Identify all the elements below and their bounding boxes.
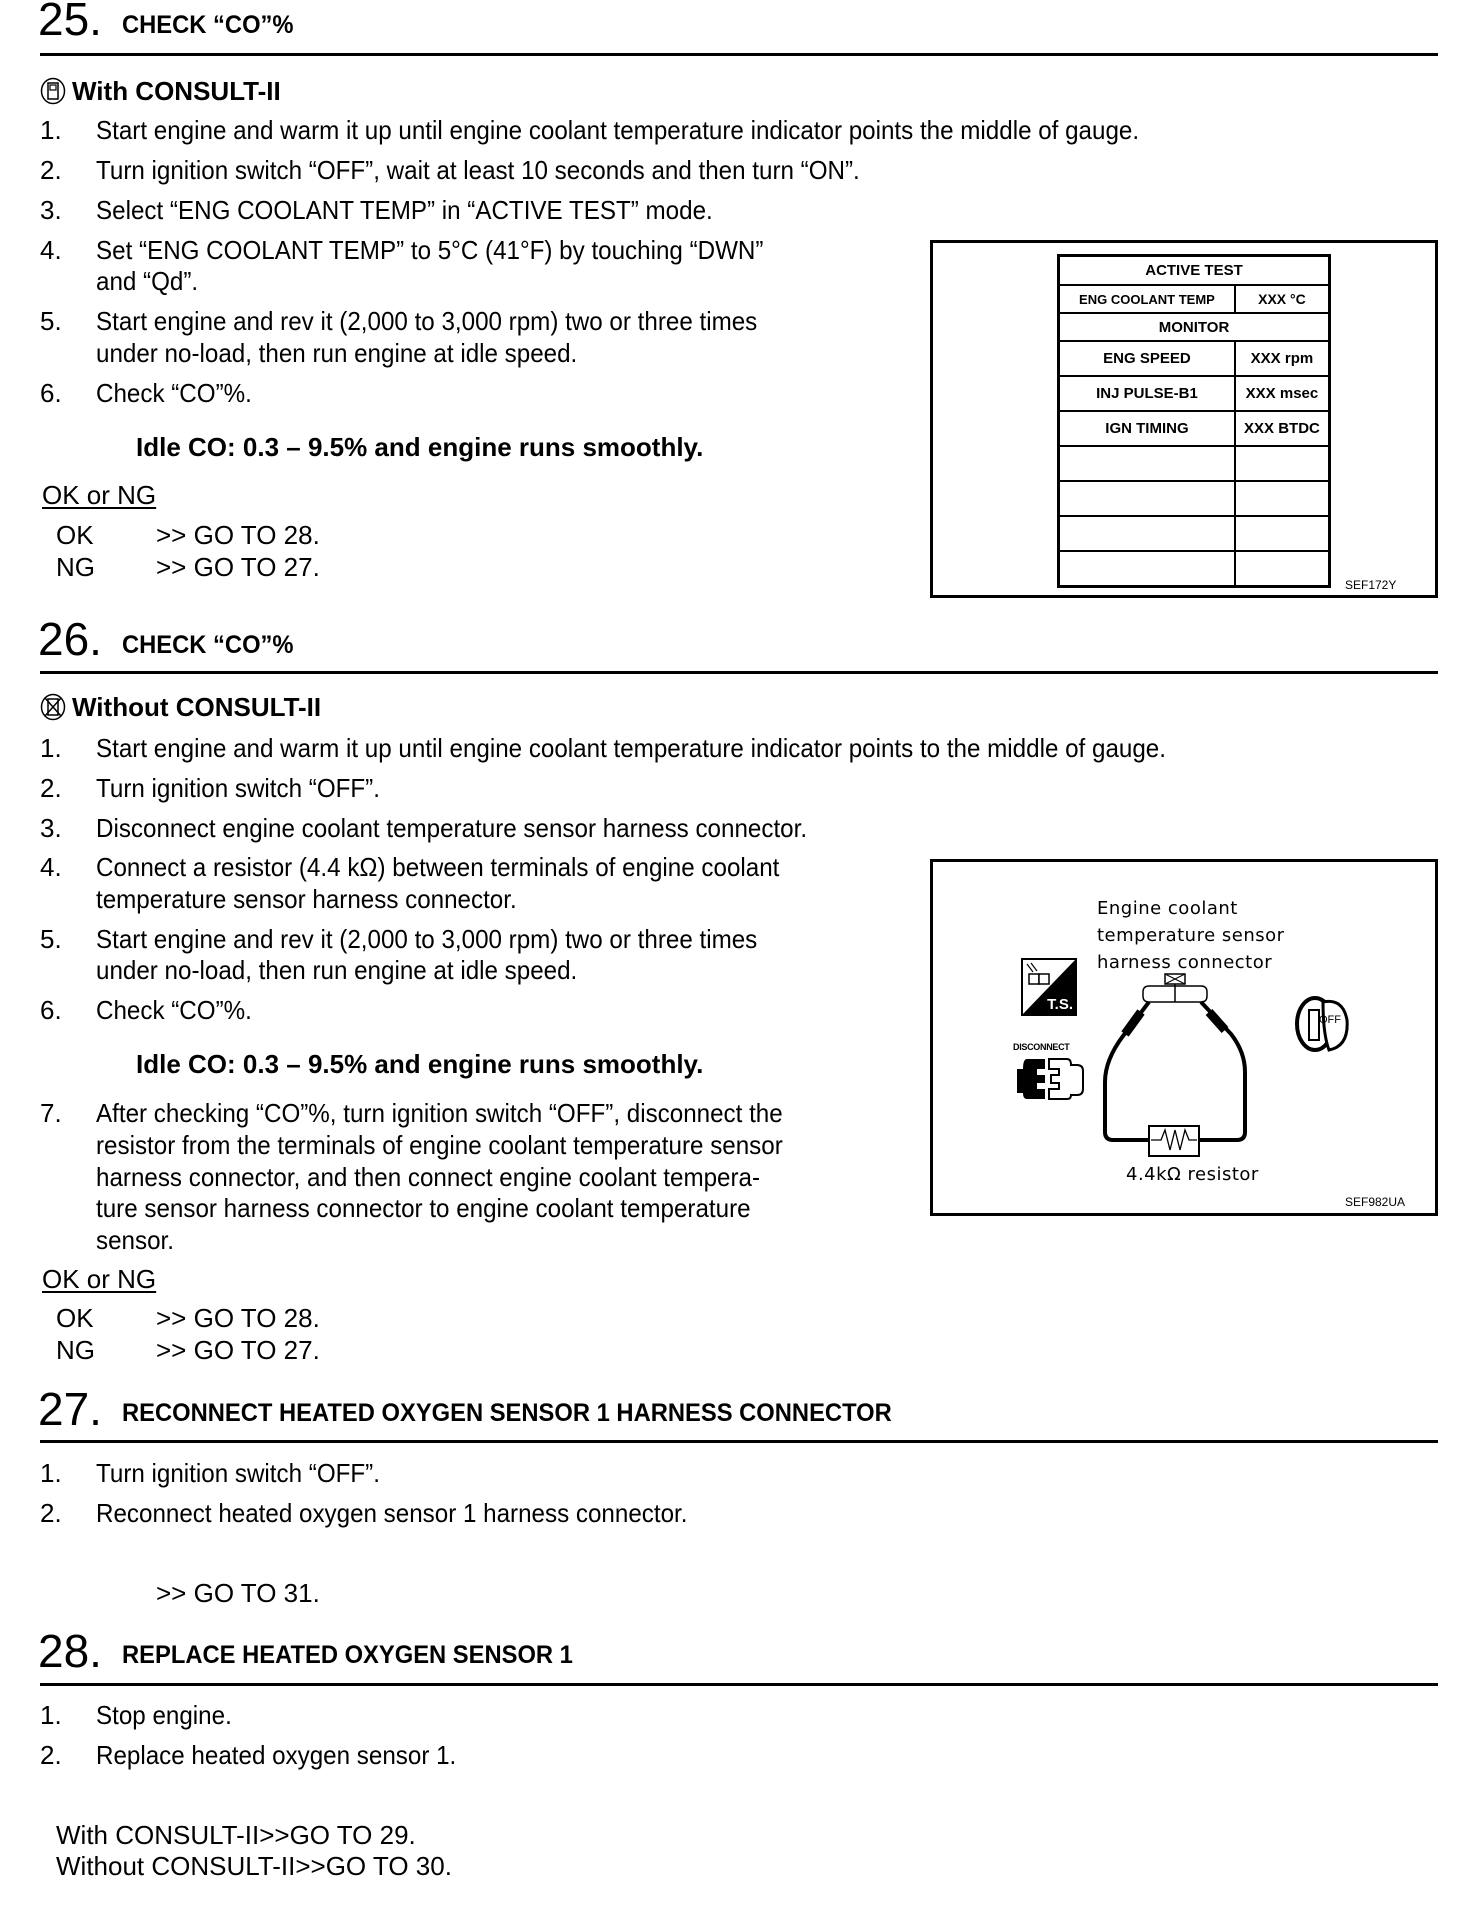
result-status: NG xyxy=(56,552,95,582)
table-cell xyxy=(1059,481,1235,516)
step-text: Turn ignition switch “OFF”. xyxy=(96,1458,380,1488)
section-title: CHECK “CO”% xyxy=(122,11,294,39)
step-text-line: temperature sensor harness connector. xyxy=(96,884,517,914)
step-text-line: and “Qd”. xyxy=(96,266,199,296)
step-text: Turn ignition switch “OFF”. xyxy=(96,773,380,803)
result-status: OK xyxy=(56,1303,94,1333)
table-subheader: MONITOR xyxy=(1059,313,1330,341)
step-number: 1. xyxy=(40,733,62,763)
step-text-line: After checking “CO”%, turn ignition switch “OFF”, disconnect the xyxy=(96,1098,783,1128)
ts-icon xyxy=(1021,958,1077,1016)
mode-label: With CONSULT-II xyxy=(72,76,281,106)
table-cell: INJ PULSE-B1 xyxy=(1059,376,1235,411)
spec-text: Idle CO: 0.3 – 9.5% and engine runs smoothly. xyxy=(136,1049,704,1079)
resistor-diagram-figure xyxy=(930,859,1438,1216)
table-row xyxy=(1059,341,1330,376)
step-text: Turn ignition switch “OFF”, wait at least 10 seconds and then turn “ON”. xyxy=(96,155,860,185)
step-number: 1. xyxy=(40,115,62,145)
step-text: Select “ENG COOLANT TEMP” in “ACTIVE TEST” mode. xyxy=(96,195,713,225)
ts-label: T.S. xyxy=(1047,996,1073,1013)
mode-heading xyxy=(40,76,281,106)
consult-icon xyxy=(40,77,66,105)
section-title: RECONNECT HEATED OXYGEN SENSOR 1 HARNESS CONNECTOR xyxy=(122,1399,892,1427)
step-text-line: Connect a resistor (4.4 kΩ) between terminals of engine coolant xyxy=(96,852,780,882)
step-text: Start engine and warm it up until engine coolant temperature indicator points to the middle of gauge. xyxy=(96,733,1166,763)
table-cell xyxy=(1235,446,1330,481)
step-number: 2. xyxy=(40,1498,62,1528)
spec-text: Idle CO: 0.3 – 9.5% and engine runs smoothly. xyxy=(136,432,704,462)
table-cell: ENG SPEED xyxy=(1059,341,1235,376)
step-text: Disconnect engine coolant temperature sensor harness connector. xyxy=(96,813,808,843)
result-label: OK or NG xyxy=(42,480,157,510)
table-cell: ENG COOLANT TEMP xyxy=(1059,285,1235,313)
no-consult-icon xyxy=(40,693,66,721)
step-text: Reconnect heated oxygen sensor 1 harness connector. xyxy=(96,1498,688,1528)
table-cell: XXX °C xyxy=(1235,285,1330,313)
section-number: 28. xyxy=(38,1625,102,1677)
step-number: 6. xyxy=(40,995,62,1025)
mode-label: Without CONSULT-II xyxy=(72,692,322,722)
result-action: >> GO TO 28. xyxy=(156,520,320,550)
step-number: 4. xyxy=(40,235,62,265)
step-text-line: under no-load, then run engine at idle speed. xyxy=(96,955,578,985)
step-number: 1. xyxy=(40,1458,62,1488)
section-divider xyxy=(40,1440,1438,1443)
connector-label-line: harness connector xyxy=(1097,952,1273,973)
section-divider xyxy=(40,671,1438,674)
step-text-line: resistor from the terminals of engine coolant temperature sensor xyxy=(96,1130,783,1160)
step-number: 5. xyxy=(40,924,62,954)
step-text: Check “CO”%. xyxy=(96,995,252,1025)
step-text-line: Start engine and rev it (2,000 to 3,000 rpm) two or three times xyxy=(96,306,758,336)
resistor-label: 4.4kΩ resistor xyxy=(1126,1164,1259,1185)
result-status: OK xyxy=(56,520,94,550)
step-number: 3. xyxy=(40,195,62,225)
branch-with-consult[interactable]: With CONSULT-II>>GO TO 29. xyxy=(56,1820,416,1850)
step-text-line: under no-load, then run engine at idle speed. xyxy=(96,338,578,368)
section-number: 27. xyxy=(38,1383,102,1435)
step-text: Start engine and warm it up until engine coolant temperature indicator points the middle of gauge. xyxy=(96,115,1140,145)
result-status: NG xyxy=(56,1335,95,1365)
step-text-line: Start engine and rev it (2,000 to 3,000 rpm) two or three times xyxy=(96,924,758,954)
table-cell xyxy=(1235,551,1330,587)
step-number: 5. xyxy=(40,306,62,336)
figure-code: SEF982UA xyxy=(1345,1195,1406,1209)
table-cell xyxy=(1059,551,1235,587)
step-number: 1. xyxy=(40,1700,62,1730)
result-action: >> GO TO 27. xyxy=(156,552,320,582)
next-step-link[interactable]: >> GO TO 31. xyxy=(156,1578,320,1608)
branch-without-consult[interactable]: Without CONSULT-II>>GO TO 30. xyxy=(56,1851,452,1881)
section-title: CHECK “CO”% xyxy=(122,631,294,659)
table-row xyxy=(1059,411,1330,446)
result-action: >> GO TO 28. xyxy=(156,1303,320,1333)
table-cell: XXX rpm xyxy=(1235,341,1330,376)
step-text: Check “CO”%. xyxy=(96,378,252,408)
step-text-line: harness connector, and then connect engine coolant tempera- xyxy=(96,1162,761,1192)
disconnect-icon xyxy=(1015,1055,1091,1103)
result-label: OK or NG xyxy=(42,1264,157,1294)
step-number: 7. xyxy=(40,1098,62,1128)
table-header: ACTIVE TEST xyxy=(1059,256,1330,286)
figure-code: SEF172Y xyxy=(1345,578,1397,592)
step-number: 2. xyxy=(40,1740,62,1770)
connector-label-line: Engine coolant xyxy=(1097,898,1238,919)
step-text-line: Set “ENG COOLANT TEMP” to 5°C (41°F) by touching “DWN” xyxy=(96,235,764,265)
disconnect-label: DISCONNECT xyxy=(1013,1042,1070,1052)
table-row xyxy=(1059,516,1330,551)
circuit-wiring-diagram xyxy=(1093,972,1323,1172)
connector-label xyxy=(1097,895,1285,976)
step-number: 2. xyxy=(40,773,62,803)
step-text-line: sensor. xyxy=(96,1225,174,1255)
result-action: >> GO TO 27. xyxy=(156,1335,320,1365)
table-row xyxy=(1059,446,1330,481)
table-row xyxy=(1059,376,1330,411)
ignition-key-off-icon xyxy=(1293,994,1351,1056)
step-number: 4. xyxy=(40,852,62,882)
table-cell xyxy=(1059,516,1235,551)
connector-label-line: temperature sensor xyxy=(1097,925,1285,946)
table-cell: XXX BTDC xyxy=(1235,411,1330,446)
table-cell xyxy=(1235,516,1330,551)
step-number: 3. xyxy=(40,813,62,843)
section-number: 25. xyxy=(38,0,102,45)
mode-heading xyxy=(40,692,321,722)
step-number: 2. xyxy=(40,155,62,185)
table-cell: IGN TIMING xyxy=(1059,411,1235,446)
step-text: Stop engine. xyxy=(96,1700,232,1730)
table-cell xyxy=(1059,446,1235,481)
active-test-table xyxy=(1057,254,1331,588)
table-row xyxy=(1059,551,1330,587)
table-cell: XXX msec xyxy=(1235,376,1330,411)
section-title: REPLACE HEATED OXYGEN SENSOR 1 xyxy=(122,1641,573,1669)
section-number: 26. xyxy=(38,613,102,665)
step-text: Replace heated oxygen sensor 1. xyxy=(96,1740,457,1770)
active-test-figure xyxy=(930,240,1438,598)
table-cell xyxy=(1235,481,1330,516)
key-off-label: OFF xyxy=(1319,1014,1341,1026)
section-divider xyxy=(40,1683,1438,1686)
table-row xyxy=(1059,481,1330,516)
section-divider xyxy=(40,53,1438,56)
step-number: 6. xyxy=(40,378,62,408)
step-text-line: ture sensor harness connector to engine coolant temperature xyxy=(96,1193,751,1223)
